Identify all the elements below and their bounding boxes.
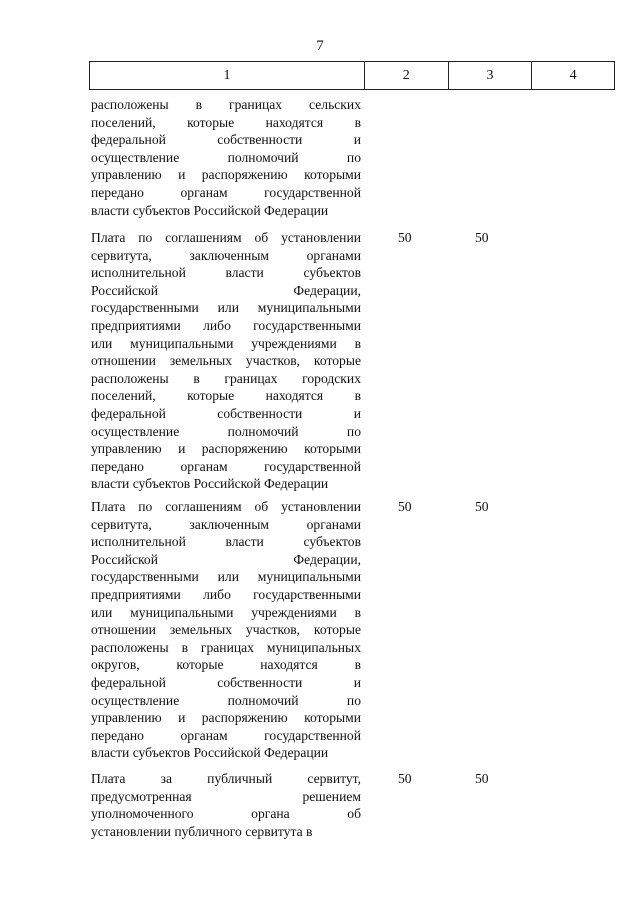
text-line: поселений, которые находятся в xyxy=(91,388,361,404)
row-description xyxy=(91,498,361,762)
page-number: 7 xyxy=(316,38,324,54)
text-line: расположены в границах муниципальных xyxy=(91,639,361,655)
row-value-col-3: 50 xyxy=(475,230,489,245)
text-line: передано органам государственной xyxy=(91,184,361,200)
row-description xyxy=(91,770,361,840)
text-line: власти субъектов Российской Федерации xyxy=(91,476,329,492)
text-line: Российской Федерации, xyxy=(91,282,361,298)
text-line: передано органам государственной xyxy=(91,727,361,743)
row-value-col-2: 50 xyxy=(398,499,412,514)
text-line: власти субъектов Российской Федерации xyxy=(91,745,329,761)
text-line: предприятиями либо государственными xyxy=(91,586,361,602)
text-line: государственными или муниципальными xyxy=(91,300,361,316)
header-col-3: 3 xyxy=(449,62,533,89)
row-value-col-3: 50 xyxy=(475,499,489,514)
text-line: или муниципальными учреждениями в xyxy=(91,604,361,620)
text-line: предусмотренная решением xyxy=(91,788,361,804)
text-line: государственными или муниципальными xyxy=(91,569,361,585)
text-line: отношении земельных участков, которые xyxy=(91,622,361,638)
text-line: осуществление полномочий по xyxy=(91,692,361,708)
text-line: или муниципальными учреждениями в xyxy=(91,335,361,351)
text-line: отношении земельных участков, которые xyxy=(91,353,361,369)
header-col-1: 1 xyxy=(90,62,365,89)
text-line: Российской Федерации, xyxy=(91,551,361,567)
text-line: Плата по соглашениям об установлении xyxy=(91,499,361,514)
text-line: исполнительной власти субъектов xyxy=(91,534,361,550)
row-value-col-2: 50 xyxy=(398,771,412,786)
row-description xyxy=(91,96,361,219)
text-line: установлении публичного сервитута в xyxy=(91,823,313,839)
text-line: уполномоченного органа об xyxy=(91,806,361,822)
row-value-col-2: 50 xyxy=(398,230,412,245)
text-line: осуществление полномочий по xyxy=(91,423,361,439)
text-line: управлению и распоряжению которыми xyxy=(91,441,361,457)
text-line: предприятиями либо государственными xyxy=(91,317,361,333)
header-col-2: 2 xyxy=(365,62,449,89)
text-line: передано органам государственной xyxy=(91,458,361,474)
text-line: Плата по соглашениям об установлении xyxy=(91,230,361,245)
text-line: федеральной собственности и xyxy=(91,132,361,148)
text-line: расположены в границах городских xyxy=(91,370,361,386)
text-line: исполнительной власти субъектов xyxy=(91,265,361,281)
text-line: расположены в границах сельских xyxy=(91,97,361,112)
text-line: Плата за публичный сервитут, xyxy=(91,771,361,786)
header-col-4: 4 xyxy=(569,67,577,83)
table-header xyxy=(89,61,615,90)
text-line: осуществление полномочий по xyxy=(91,149,361,165)
text-line: сервитута, заключенным органами xyxy=(91,516,361,532)
text-line: федеральной собственности и xyxy=(91,674,361,690)
row-value-col-3: 50 xyxy=(475,771,489,786)
text-line: управлению и распоряжению которыми xyxy=(91,167,361,183)
text-line: власти субъектов Российской Федерации xyxy=(91,202,329,218)
text-line: сервитута, заключенным органами xyxy=(91,247,361,263)
text-line: округов, которые находятся в xyxy=(91,657,361,673)
row-description xyxy=(91,229,361,493)
text-line: управлению и распоряжению которыми xyxy=(91,710,361,726)
text-line: поселений, которые находятся в xyxy=(91,114,361,130)
text-line: федеральной собственности и xyxy=(91,405,361,421)
